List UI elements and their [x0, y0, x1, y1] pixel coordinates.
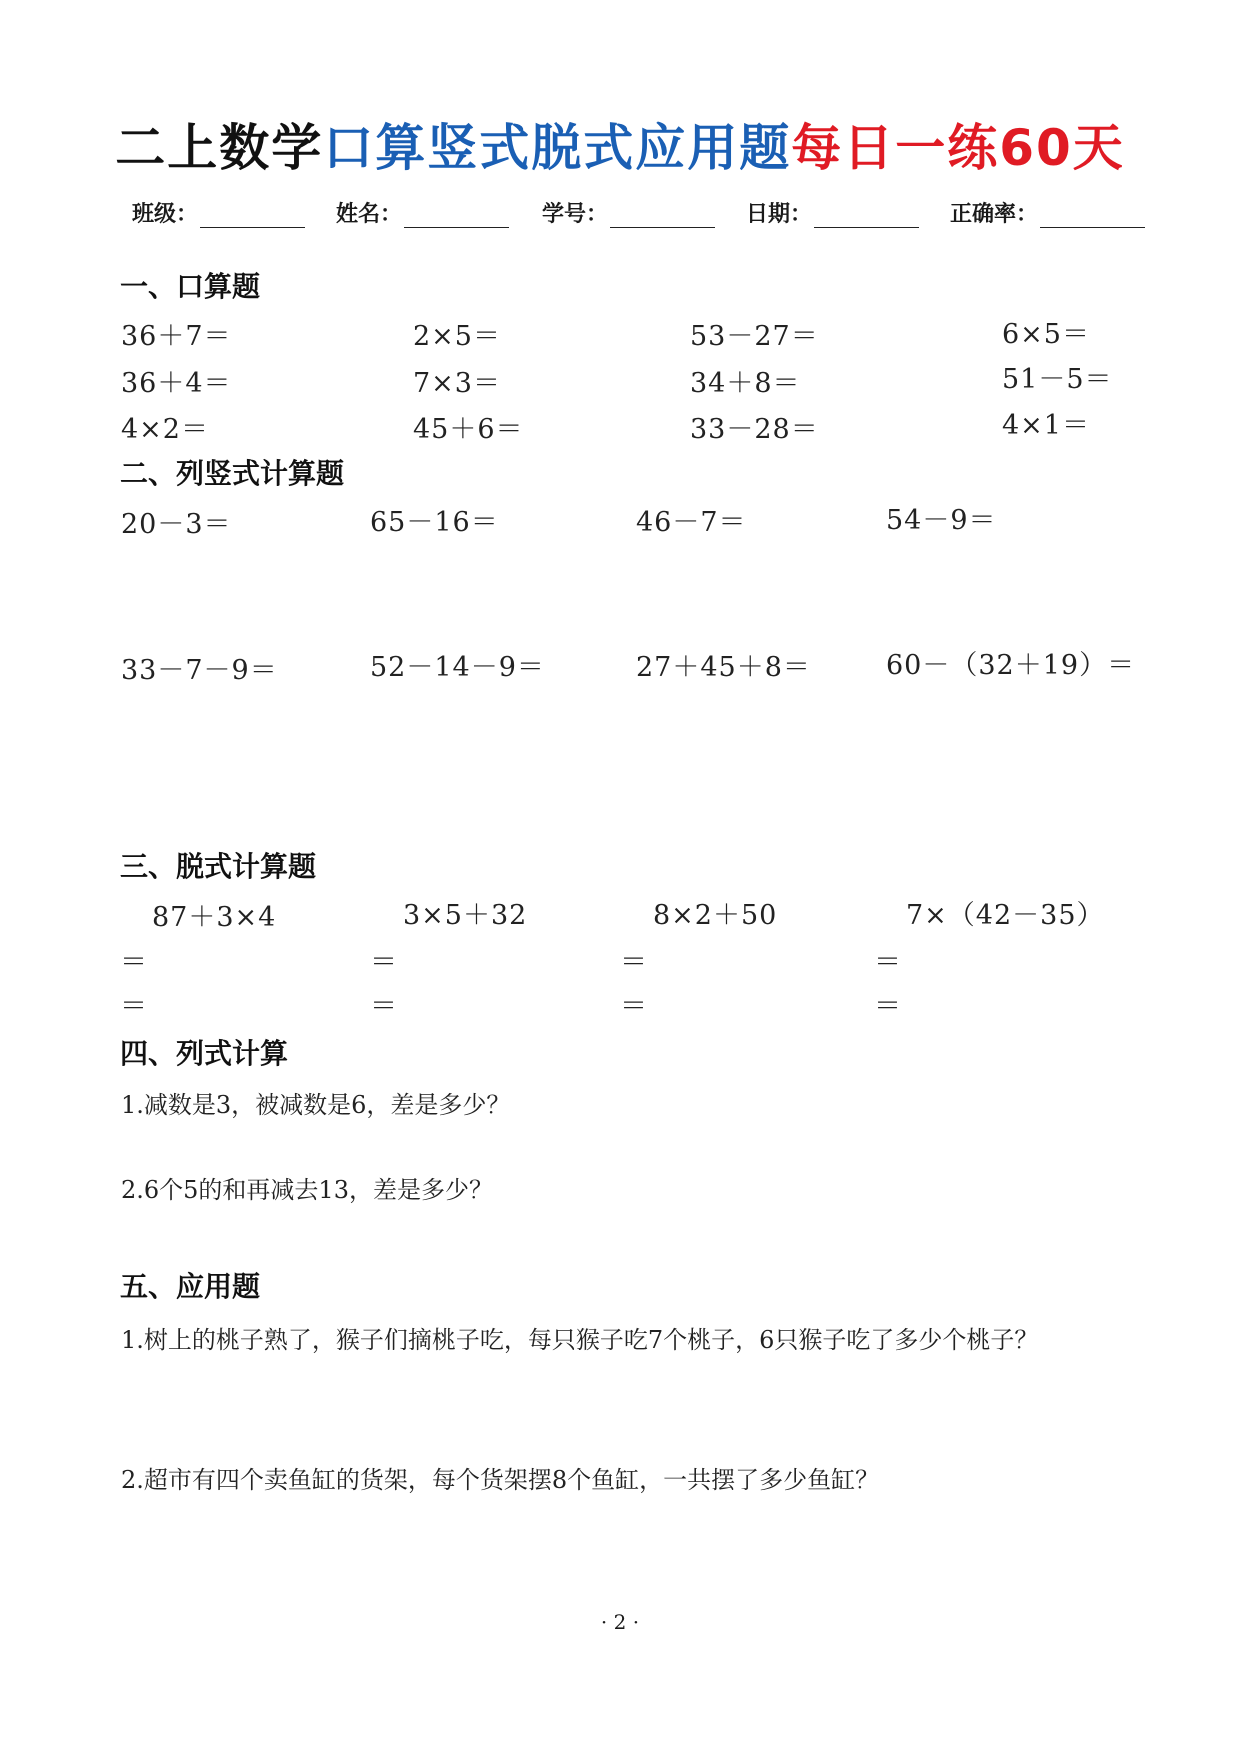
word-question: 2.6个5的和再减去13，差是多少？ [121, 1176, 493, 1204]
vertical-calc-item: 27＋45＋8＝ [636, 652, 811, 683]
vertical-calc-item: 60－（32＋19）＝ [886, 650, 1136, 681]
vertical-calc-item: 46－7＝ [636, 507, 747, 538]
step-calc-item: 8×2＋50 [653, 900, 778, 931]
word-question: 1.树上的桃子熟了，猴子们摘桃子吃，每只猴子吃7个桃子，6只猴子吃了多少个桃子？ [121, 1326, 1039, 1354]
oral-item: 33－28＝ [690, 414, 819, 445]
section-4-heading: 四、列式计算 [120, 1037, 289, 1070]
oral-item: 7×3＝ [413, 368, 501, 399]
equals-sign: ＝ [370, 991, 397, 1022]
oral-item: 36＋7＝ [121, 321, 232, 352]
vertical-calc-item: 54－9＝ [886, 505, 997, 536]
step-calc-item: 7×（42－35） [906, 900, 1105, 931]
section-5-heading: 五、应用题 [120, 1270, 261, 1303]
class-field-blank[interactable] [200, 207, 305, 228]
vertical-calc-item: 65－16＝ [370, 507, 499, 538]
title-part-2: 口算竖式脱式应用题 [323, 119, 792, 177]
oral-item: 6×5＝ [1002, 319, 1090, 350]
oral-item: 36＋4＝ [121, 368, 232, 399]
student-id-field-blank[interactable] [610, 207, 715, 228]
title-part-3: 每日一练60天 [791, 119, 1125, 177]
step-calc-item: 3×5＋32 [403, 900, 528, 931]
student-id-field [542, 197, 715, 228]
accuracy-field-blank[interactable] [1040, 207, 1145, 228]
section-1-heading: 一、口算题 [120, 270, 261, 303]
oral-item: 51－5＝ [1002, 364, 1113, 395]
page-title [0, 108, 1240, 180]
accuracy-field [950, 197, 1145, 228]
oral-item: 4×2＝ [121, 414, 209, 445]
oral-item: 2×5＝ [413, 321, 501, 352]
title-part-1: 二上数学 [115, 119, 324, 177]
name-field-blank[interactable] [404, 207, 509, 228]
oral-item: 34＋8＝ [690, 368, 801, 399]
date-field-label: 日期： [746, 202, 813, 227]
equals-sign: ＝ [874, 947, 901, 978]
equals-sign: ＝ [874, 991, 901, 1022]
student-id-field-label: 学号： [542, 202, 609, 227]
oral-item: 45＋6＝ [413, 414, 524, 445]
word-question: 1.减数是3，被减数是6，差是多少？ [121, 1091, 511, 1119]
equals-sign: ＝ [620, 947, 647, 978]
page-number: · 2 · [600, 1610, 640, 1634]
date-field [746, 197, 919, 228]
date-field-blank[interactable] [814, 207, 919, 228]
class-field-label: 班级： [132, 202, 199, 227]
equals-sign: ＝ [120, 947, 147, 978]
equals-sign: ＝ [120, 991, 147, 1022]
equals-sign: ＝ [620, 991, 647, 1022]
oral-item: 4×1＝ [1002, 410, 1090, 441]
section-2-heading: 二、列竖式计算题 [120, 457, 345, 490]
step-calc-item: 87＋3×4 [152, 902, 277, 933]
accuracy-field-label: 正确率： [950, 202, 1039, 227]
name-field [336, 197, 509, 228]
name-field-label: 姓名： [336, 202, 403, 227]
vertical-calc-item: 33－7－9＝ [121, 655, 278, 686]
vertical-calc-item: 20－3＝ [121, 509, 232, 540]
vertical-calc-item: 52－14－9＝ [370, 652, 545, 683]
word-question: 2.超市有四个卖鱼缸的货架，每个货架摆8个鱼缸，一共摆了多少鱼缸？ [121, 1466, 880, 1494]
equals-sign: ＝ [370, 947, 397, 978]
class-field [132, 197, 305, 228]
oral-item: 53－27＝ [690, 321, 819, 352]
section-3-heading: 三、脱式计算题 [120, 850, 317, 883]
